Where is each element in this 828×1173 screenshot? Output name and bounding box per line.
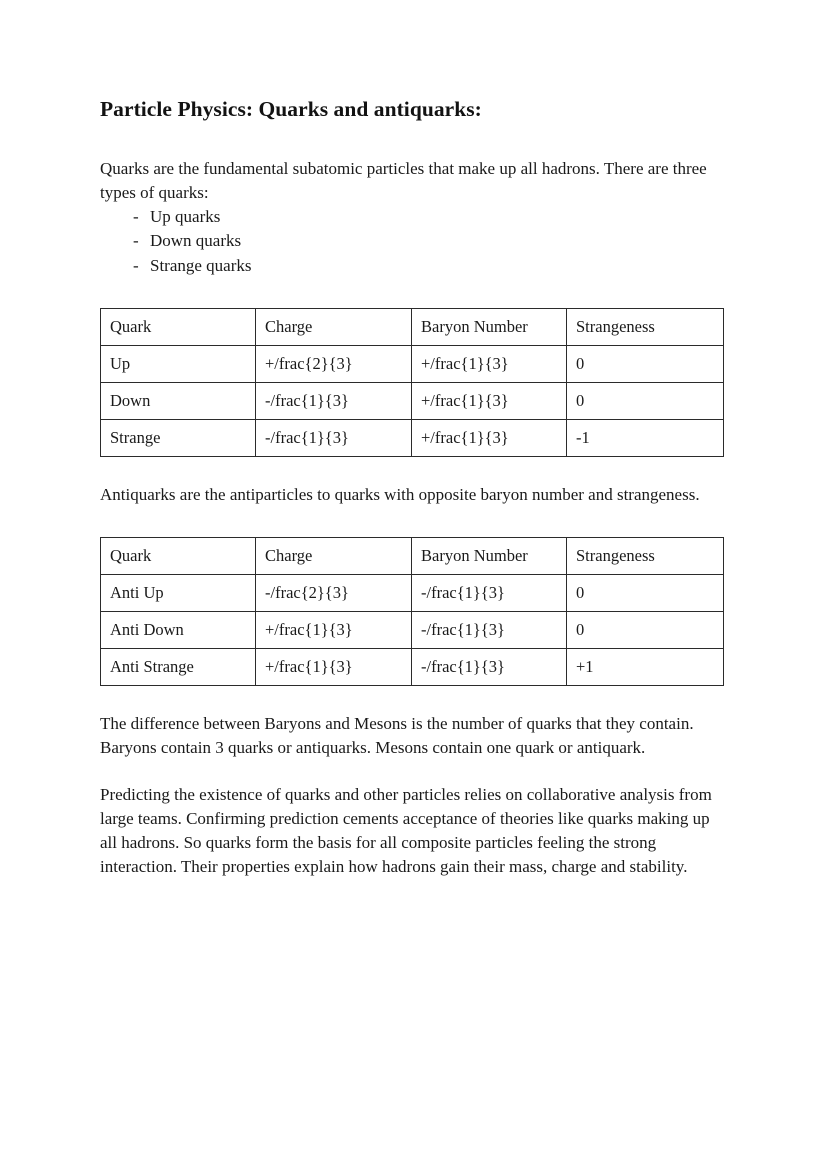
cell-strangeness: 0 xyxy=(567,345,724,382)
antiquark-properties-table xyxy=(100,537,724,686)
cell-quark: Anti Down xyxy=(101,612,256,649)
list-item xyxy=(100,254,723,278)
cell-baryon-number: -/frac{1}{3} xyxy=(412,649,567,686)
spacer xyxy=(100,686,723,712)
cell-baryon-number: +/frac{1}{3} xyxy=(412,419,567,456)
dash-marker: - xyxy=(133,255,139,275)
cell-charge: -/frac{2}{3} xyxy=(256,575,412,612)
column-header-strangeness: Strangeness xyxy=(567,538,724,575)
intro-paragraph: Quarks are the fundamental subatomic particles that make up all hadrons. There are three types of quarks: xyxy=(100,158,707,203)
list-item-label: Down quarks xyxy=(150,231,242,251)
cell-baryon-number: -/frac{1}{3} xyxy=(412,575,567,612)
cell-baryon-number: +/frac{1}{3} xyxy=(412,345,567,382)
cell-charge: -/frac{1}{3} xyxy=(256,419,412,456)
table-row xyxy=(101,612,724,649)
cell-strangeness: 0 xyxy=(567,382,724,419)
column-header-quark: Quark xyxy=(101,308,256,345)
spacer xyxy=(100,278,723,308)
list-item-label: Strange quarks xyxy=(150,255,252,275)
column-header-charge: Charge xyxy=(256,538,412,575)
column-header-baryon-number: Baryon Number xyxy=(412,538,567,575)
spacer xyxy=(100,761,723,783)
spacer xyxy=(100,457,723,483)
column-header-baryon-number: Baryon Number xyxy=(412,308,567,345)
table-row xyxy=(101,419,724,456)
column-header-quark: Quark xyxy=(101,538,256,575)
cell-strangeness: +1 xyxy=(567,649,724,686)
list-item-label: Up quarks xyxy=(150,207,221,227)
cell-charge: +/frac{2}{3} xyxy=(256,345,412,382)
cell-strangeness: 0 xyxy=(567,612,724,649)
table-row xyxy=(101,345,724,382)
dash-marker: - xyxy=(133,231,139,251)
baryon-meson-paragraph: The difference between Baryons and Mesons is the number of quarks that they contain. Baryons contain 3 quarks or antiquarks. Mesons contain one quark or antiquark. xyxy=(100,714,694,758)
cell-quark: Anti Strange xyxy=(101,649,256,686)
document-body xyxy=(100,96,723,879)
cell-charge: -/frac{1}{3} xyxy=(256,382,412,419)
list-item xyxy=(100,229,723,253)
cell-quark: Anti Up xyxy=(101,575,256,612)
table-row xyxy=(101,575,724,612)
antiquark-paragraph: Antiquarks are the antiparticles to quarks with opposite baryon number and strangeness. xyxy=(100,484,700,504)
spacer xyxy=(100,507,723,537)
cell-strangeness: -1 xyxy=(567,419,724,456)
quark-properties-table xyxy=(100,308,724,457)
cell-baryon-number: -/frac{1}{3} xyxy=(412,612,567,649)
quark-types-list xyxy=(100,205,723,278)
cell-quark: Down xyxy=(101,382,256,419)
cell-quark: Up xyxy=(101,345,256,382)
dash-marker: - xyxy=(133,207,139,227)
table-header-row xyxy=(101,308,724,345)
closing-paragraph: Predicting the existence of quarks and other particles relies on collaborative analysis from large teams. Confirming prediction cements acceptance of theories like quarks making up all hadrons. So quarks form the basis for all composite particles feeling the strong interaction. Their properties explain how hadrons gain their mass, charge and stability. xyxy=(100,784,712,877)
column-header-strangeness: Strangeness xyxy=(567,308,724,345)
cell-charge: +/frac{1}{3} xyxy=(256,649,412,686)
cell-strangeness: 0 xyxy=(567,575,724,612)
table-row xyxy=(101,649,724,686)
column-header-charge: Charge xyxy=(256,308,412,345)
list-item xyxy=(100,205,723,229)
cell-quark: Strange xyxy=(101,419,256,456)
cell-charge: +/frac{1}{3} xyxy=(256,612,412,649)
table-row xyxy=(101,382,724,419)
table-header-row xyxy=(101,538,724,575)
page-title: Particle Physics: Quarks and antiquarks: xyxy=(100,97,482,121)
cell-baryon-number: +/frac{1}{3} xyxy=(412,382,567,419)
